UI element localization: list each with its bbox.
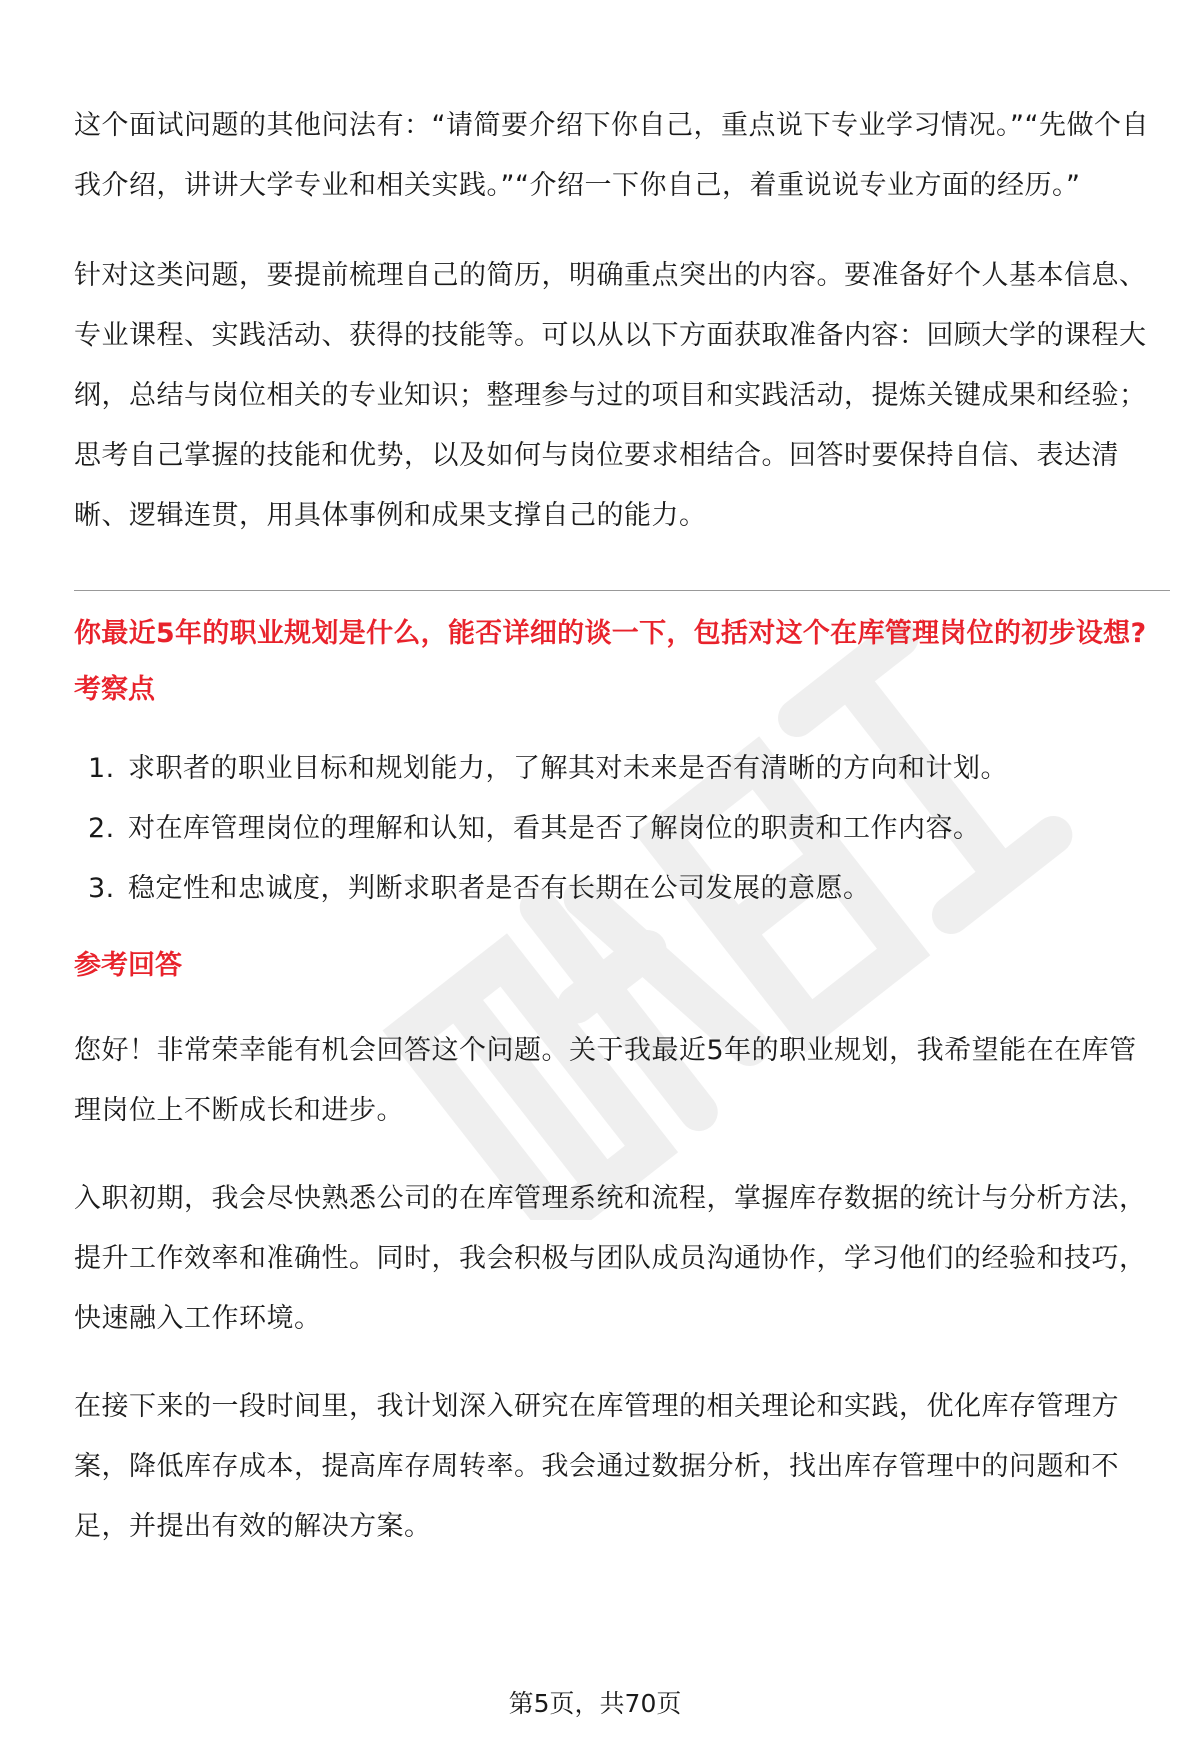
focus-heading: 考察点 (74, 674, 155, 705)
question-title: 你最近5年的职业规划是什么，能否详细的谈一下，包括对这个在库管理岗位的初步设想? (74, 618, 1147, 649)
focus-list (74, 739, 1154, 919)
list-item-number: 2. (88, 813, 115, 844)
document-page (74, 96, 1154, 1557)
list-item-text: 稳定性和忠诚度，判断求职者是否有长期在公司发展的意愿。 (128, 873, 871, 904)
list-item (74, 799, 1154, 859)
answer-paragraph: 您好！非常荣幸能有机会回答这个问题。关于我最近5年的职业规划，我希望能在在库管理岗位上不断成长和进步。 (74, 1035, 1137, 1126)
answer-paragraph: 入职初期，我会尽快熟悉公司的在库管理系统和流程，掌握库存数据的统计与分析方法，提升工作效率和准确性。同时，我会积极与团队成员沟通协作，学习他们的经验和技巧，快速融入工作环境。 (74, 1183, 1147, 1334)
list-item (74, 859, 1154, 919)
page-number: 第5页，共70页 (508, 1689, 682, 1718)
list-item-text: 对在库管理岗位的理解和认知，看其是否了解岗位的职责和工作内容。 (128, 813, 981, 844)
section-divider (74, 590, 1170, 591)
list-item-number: 1. (88, 753, 115, 784)
intro-paragraph: 这个面试问题的其他问法有：“请简要介绍下你自己，重点说下专业学习情况。”“先做个自我介绍，讲讲大学专业和相关实践。”“介绍一下你自己，着重说说专业方面的经历。” (74, 110, 1149, 201)
answer-paragraph: 在接下来的一段时间里，我计划深入研究在库管理的相关理论和实践，优化库存管理方案，降低库存成本，提高库存周转率。我会通过数据分析，找出库存管理中的问题和不足，并提出有效的解决方案。 (74, 1391, 1119, 1542)
list-item-number: 3. (88, 873, 115, 904)
answer-heading: 参考回答 (74, 950, 182, 981)
list-item-text: 求职者的职业目标和规划能力，了解其对未来是否有清晰的方向和计划。 (128, 753, 1008, 784)
list-item (74, 739, 1154, 799)
preparation-paragraph: 针对这类问题，要提前梳理自己的简历，明确重点突出的内容。要准备好个人基本信息、专业课程、实践活动、获得的技能等。可以从以下方面获取准备内容：回顾大学的课程大纲，总结与岗位相关的专业知识；整理参与过的项目和实践活动，提炼关键成果和经验；思考自己掌握的技能和优势，以及如何与岗位要求相结合。回答时要保持自信、表达清晰、逻辑连贯，用具体事例和成果支撑自己的能力。 (74, 260, 1147, 531)
